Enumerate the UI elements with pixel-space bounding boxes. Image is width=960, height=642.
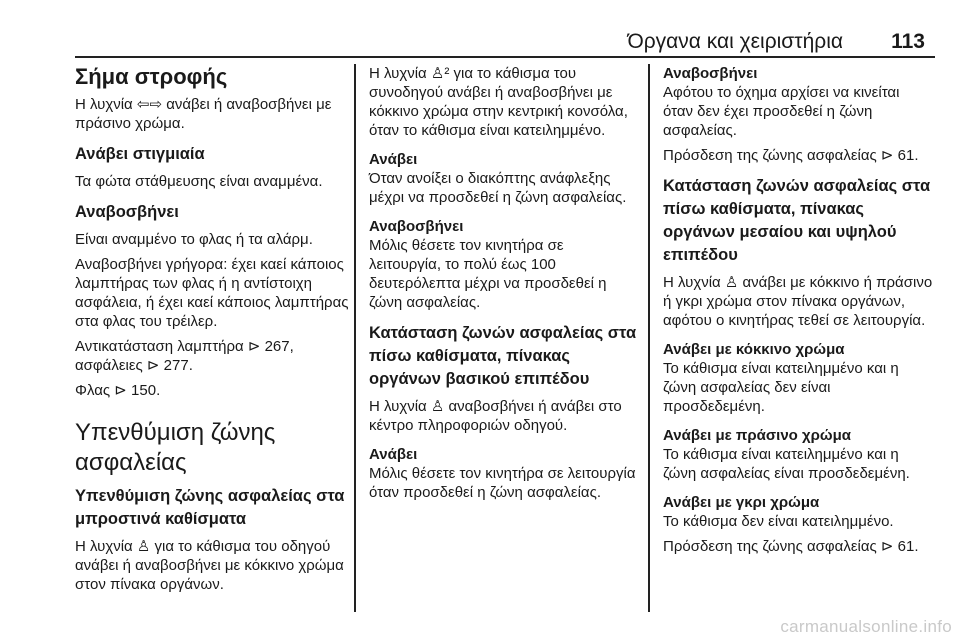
paragraph: Η λυχνία ⇦⇨ ανάβει ή αναβοσβήνει με πράσινο χρώμα. bbox=[75, 96, 332, 132]
heading-on: Ανάβει bbox=[369, 446, 418, 463]
heading-blink: Αναβοσβήνει bbox=[75, 203, 179, 221]
heading-seatbelt-reminder: Υπενθύμιση ζώνης ασφαλείας bbox=[75, 419, 276, 476]
paragraph: Η λυχνία ♙ ανάβει με κόκκινο ή πράσινο ή γκρι χρώμα στον πίνακα οργάνων, αφότου ο κινητήρας τεθεί σε λειτουργία. bbox=[663, 274, 933, 329]
page-header bbox=[75, 30, 935, 58]
column-divider bbox=[648, 64, 650, 612]
paragraph: Αναβοσβήνει γρήγορα: έχει καεί κάποιος λαμπτήρας των φλας ή η αντίστοιχη ασφάλεια, ή έχει καεί κάποιος λαμπτήρας στα φλας του τρέιλερ. bbox=[75, 256, 349, 330]
heading-red: Ανάβει με κόκκινο χρώμα bbox=[663, 341, 845, 358]
paragraph: Το κάθισμα δεν είναι κατειλημμένο. bbox=[663, 513, 894, 530]
column-2 bbox=[369, 64, 637, 614]
paragraph: Πρόσδεση της ζώνης ασφαλείας ⊳ 61. bbox=[663, 538, 919, 555]
column-divider bbox=[354, 64, 356, 612]
heading-turn-signal: Σήμα στροφής bbox=[75, 64, 228, 89]
paragraph: Όταν ανοίξει ο διακόπτης ανάφλεξης μέχρι να προσδεθεί η ζώνη ασφαλείας. bbox=[369, 170, 627, 206]
paragraph: Πρόσδεση της ζώνης ασφαλείας ⊳ 61. bbox=[663, 147, 919, 164]
heading-flash: Ανάβει στιγμιαία bbox=[75, 145, 205, 163]
header-rule bbox=[75, 56, 935, 58]
heading-grey: Ανάβει με γκρι χρώμα bbox=[663, 494, 820, 511]
heading-green: Ανάβει με πράσινο χρώμα bbox=[663, 427, 851, 444]
heading-on: Ανάβει bbox=[369, 151, 418, 168]
heading-rear-high: Κατάσταση ζωνών ασφαλείας στα πίσω καθίσματα, πίνακας οργάνων μεσαίου και υψηλού επιπέδου bbox=[663, 177, 931, 264]
paragraph: Το κάθισμα είναι κατειλημμένο και η ζώνη ασφαλείας δεν είναι προσδεδεμένη. bbox=[663, 360, 899, 415]
page-number: 113 bbox=[891, 30, 925, 53]
column-3 bbox=[663, 64, 933, 614]
paragraph: Μόλις θέσετε τον κινητήρα σε λειτουργία όταν προσδεθεί η ζώνη ασφαλείας. bbox=[369, 465, 636, 501]
heading-blink: Αναβοσβήνει bbox=[369, 218, 464, 235]
watermark: carmanualsonline.info bbox=[780, 617, 952, 636]
running-title: Όργανα και χειριστήρια bbox=[627, 30, 843, 53]
paragraph: Μόλις θέσετε τον κινητήρα σε λειτουργία, το πολύ έως 100 δευτερόλεπτα μέχρι να προσδεθεί η ζώνη ασφαλείας. bbox=[369, 237, 607, 311]
paragraph: Φλας ⊳ 150. bbox=[75, 382, 161, 399]
paragraph: Η λυχνία ♙ αναβοσβήνει ή ανάβει στο κέντρο πληροφοριών οδηγού. bbox=[369, 398, 622, 434]
paragraph: Αφότου το όχημα αρχίσει να κινείται όταν δεν έχει προσδεθεί η ζώνη ασφαλείας. bbox=[663, 84, 900, 139]
paragraph: Το κάθισμα είναι κατειλημμένο και η ζώνη ασφαλείας είναι προσδεδεμένη. bbox=[663, 446, 910, 482]
column-1 bbox=[75, 64, 349, 614]
paragraph: Είναι αναμμένο το φλας ή τα αλάρμ. bbox=[75, 231, 313, 248]
paragraph: Η λυχνία ♙² για το κάθισμα του συνοδηγού ανάβει ή αναβοσβήνει με κόκκινο χρώμα στην κεντρική κονσόλα, όταν το κάθισμα είναι κατειλημμένο. bbox=[369, 65, 628, 139]
paragraph: Τα φώτα στάθμευσης είναι αναμμένα. bbox=[75, 173, 323, 190]
heading-rear-basic: Κατάσταση ζωνών ασφαλείας στα πίσω καθίσματα, πίνακας οργάνων βασικού επιπέδου bbox=[369, 324, 637, 388]
heading-front-seats: Υπενθύμιση ζώνης ασφαλείας στα μπροστινά καθίσματα bbox=[75, 487, 345, 528]
paragraph: Η λυχνία ♙ για το κάθισμα του οδηγού ανάβει ή αναβοσβήνει με κόκκινο χρώμα στον πίνακα οργάνων. bbox=[75, 538, 344, 593]
paragraph: Αντικατάσταση λαμπτήρα ⊳ 267, ασφάλειες ⊳ 277. bbox=[75, 338, 294, 374]
heading-blink: Αναβοσβήνει bbox=[663, 65, 758, 82]
